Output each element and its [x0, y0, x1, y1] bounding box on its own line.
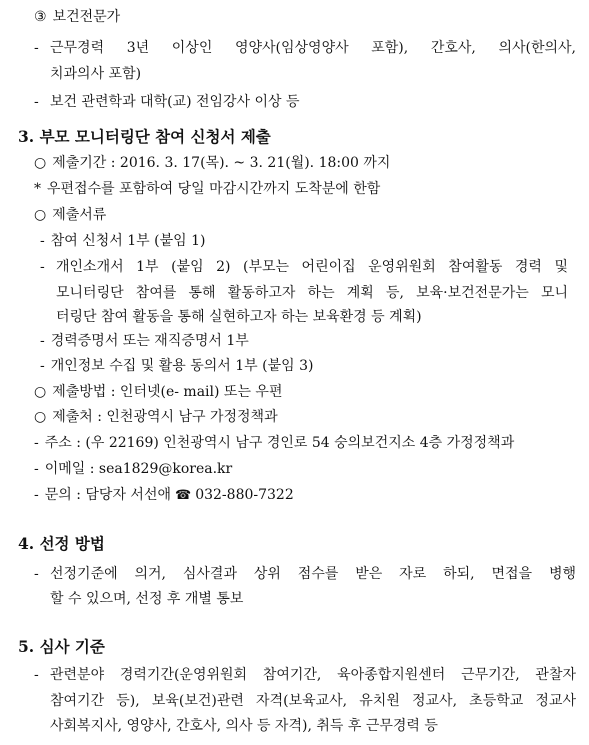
- list-item: [40, 356, 313, 376]
- submission-period: [34, 153, 390, 173]
- submission-period-text: 제출기간 : 2016. 3. 17(목). ~ 3. 21(월). 18:00 까지: [52, 155, 391, 171]
- docs-title: [34, 205, 106, 225]
- dash-marker: -: [40, 259, 45, 275]
- phone-number: 032-880-7322: [195, 487, 294, 503]
- doc-item-text: 개인정보 수집 및 활용 동의서 1부 (붙임 3): [50, 358, 314, 374]
- section-5-heading: 5. 심사 기준: [18, 637, 105, 656]
- bullet-text: 보건 관련학과 대학(교) 전임강사 이상 등: [50, 94, 300, 110]
- circle-marker: ○: [34, 155, 47, 171]
- submission-place: [34, 407, 278, 427]
- submission-place-text: 제출처 : 인천광역시 남구 가정정책과: [52, 409, 278, 425]
- bullet-text-cont: 치과의사 포함): [50, 66, 142, 82]
- dash-marker: -: [34, 40, 39, 56]
- email-line: [34, 459, 232, 479]
- doc-item-text-cont: 터링단 참여 활동을 통해 실현하고자 하는 보육환경 등 계획): [56, 309, 422, 325]
- item-3-label: 보건전문가: [52, 9, 121, 25]
- dash-marker: -: [34, 487, 39, 503]
- list-item: [40, 231, 205, 251]
- bullet-text: 관련분야 경력기간(운영위원회 참여기간, 육아종합지원센터 근무기간, 관찰자: [50, 667, 576, 683]
- circle-marker: ○: [34, 207, 47, 223]
- section-3-heading: 3. 부모 모니터링단 참여 신청서 제출: [18, 127, 271, 146]
- doc-item-text: 개인소개서 1부 (붙임 2) (부모는 어린이집 운영위원회 참여활동 경력 및: [56, 259, 568, 275]
- contact-line: [34, 485, 294, 506]
- period-note-text: 우편접수를 포함하여 당일 마감시간까지 도착분에 한함: [47, 181, 381, 197]
- telephone-icon: ☎: [175, 488, 192, 503]
- docs-title-text: 제출서류: [52, 207, 107, 223]
- dash-marker: -: [34, 667, 39, 683]
- dash-marker: -: [40, 358, 45, 374]
- address-text: 주소 : (우 22169) 인천광역시 남구 경인로 54 숭의보건지소 4층 가정정책과: [44, 435, 515, 451]
- bullet-text-cont: 참여기간 등), 보육(보건)관련 자격(보육교사, 유치원 정교사, 초등학교 정교사: [50, 693, 576, 709]
- circle-marker: ○: [34, 384, 47, 400]
- list-item: [34, 665, 39, 685]
- dash-marker: -: [34, 94, 39, 110]
- doc-item-text-cont: 모니터링단 참여를 통해 활동하고자 하는 계획 등, 보육·보건전문가는 모니: [56, 285, 568, 301]
- asterisk-marker: *: [34, 181, 41, 197]
- dash-marker: -: [40, 233, 45, 249]
- item-3-marker: ③: [34, 9, 47, 25]
- dash-marker: -: [34, 435, 39, 451]
- dash-marker: -: [34, 566, 39, 582]
- email-text: 이메일 : sea1829@korea.kr: [44, 461, 233, 477]
- bullet-text-cont: 할 수 있으며, 선정 후 개별 통보: [50, 591, 244, 607]
- submission-method: [34, 382, 282, 402]
- bullet-text: 근무경력 3년 이상인 영양사(임상영양사 포함), 간호사, 의사(한의사,: [50, 40, 576, 56]
- bullet-text-cont: 사회복지사, 영양사, 간호사, 의사 등 자격), 취득 후 근무경력 등: [50, 718, 438, 734]
- list-item: [40, 257, 45, 277]
- section-4-heading: 4. 선정 방법: [18, 534, 105, 553]
- circle-marker: ○: [34, 409, 47, 425]
- list-item: [34, 564, 39, 584]
- dash-marker: -: [34, 461, 39, 477]
- bullet-text: 선정기준에 의거, 심사결과 상위 점수를 받은 자로 하되, 면접을 병행: [50, 566, 576, 582]
- list-item: [34, 38, 39, 58]
- doc-item-text: 경력증명서 또는 재직증명서 1부: [50, 333, 249, 349]
- address-line: [34, 433, 514, 453]
- period-note: [34, 179, 380, 199]
- item-3-title: [34, 7, 120, 27]
- doc-item-text: 참여 신청서 1부 (붙임 1): [50, 233, 206, 249]
- dash-marker: -: [40, 333, 45, 349]
- list-item: [34, 92, 39, 112]
- list-item: [40, 331, 249, 351]
- submission-method-text: 제출방법 : 인터넷(e- mail) 또는 우편: [52, 384, 283, 400]
- contact-text: 문의 : 담당자 서선애: [44, 487, 171, 503]
